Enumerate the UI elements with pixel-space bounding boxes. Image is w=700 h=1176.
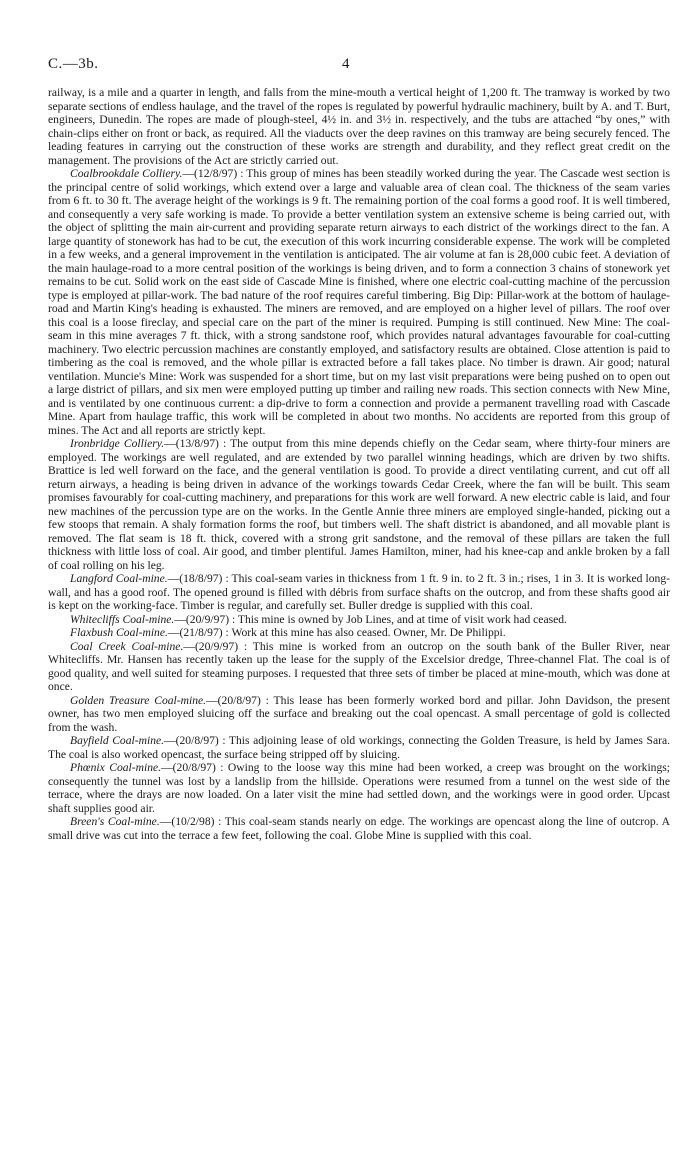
report-body xyxy=(48,86,670,842)
paragraph-text: —(12/8/97) : This group of mines has been steadily worked during the year. The Cascade west section is the principal centre of solid workings, which extend over a large and valuable area of clean coal. The thickness of the seam varies from 6 ft. to 30 ft. The average height of the workings is 9 ft. The remaining portion of the coal forms a good roof. It is well timbered, and consequently a very safe working is made. To provide a better ventilation system an extensive scheme is being carried out, with the object of splitting the main air-current and providing separate return airways to each district of the workings direct to the fan. A large quantity of stonework has had to be cut, the execution of this work incurring considerable expense. The work will be completed in a few weeks, and a general improvement in the ventilation is anticipated. The air volume at fan is 28,000 cubic feet. A deviation of the main haulage-road to a more central position of the workings is being driven, and to form a connection 3 chains of stonework yet remains to be cut. Solid work on the east side of Cascade Mine is finished, where one electric coal-cutting machine of the percussion type is employed at pillar-work. The bad nature of the roof requires careful timbering. Big Dip: Pillar-work at the bottom of haulage-road and Martin King's heading is exhausted. The miners are removed, and are employed on a higher level of pillars. The roof over this coal is a loose fireclay, and special care on the part of the miner is required. Pumping is still continued. New Mine: The coal-seam in this mine averages 7 ft. thick, with a strong sandstone roof, which provides natural advantages favourable for coal-cutting machinery. Two electric percussion machines are constantly employed, and satisfactory results are obtained. Close attention is paid to timbering as the coal is removed, and the whole pillar is extracted before a fall takes place. No timber is drawn. Air good; natural ventilation. Muncie's Mine: Work was suspended for a short time, but on my last visit preparations were being pushed on to open out a large district of pillars, and six men were employed putting up timber and railing new roads. This section connects with New Mine, and is ventilated by one continuous current: a dip-drive to form a connection and provide a permanent travelling road with Cascade Mine. Apart from haulage traffic, this work will be completed in about two months. No accidents are reported from this group of mines. The Act and all reports are strictly kept. xyxy=(48,167,671,437)
paragraph-phoenix xyxy=(48,761,670,815)
paragraph-breens xyxy=(48,815,670,842)
mine-name: Golden Treasure Coal-mine. xyxy=(70,693,207,707)
paragraph-text: —(18/8/97) : This coal-seam varies in thickness from 1 ft. 9 in. to 2 ft. 3 in.; rises, 1 in 3. It is worked long-wall, and has a good roof. The opened ground is filled with débris from surface shafts on the outcrop, and from these shafts good air is kept on the working-face. Timber is regular, and carefully set. Buller dredge is supplied with this coal. xyxy=(48,572,670,612)
paragraph-text: —(13/8/97) : The output from this mine depends chiefly on the Cedar seam, where thirty-four miners are employed. The workings are well regulated, and are extended by two parallel winning headings, which are driven by two shifts. Brattice is led well forward on the face, and the general ventilation is good. To provide a direct ventilating current, and cut off all return airways, a heading is being driven in advance of the workings towards Cedar Creek, where the fan will be built. This seam promises favourably for coal-cutting machinery, and preparations for this work are well forward. A new electric cable is laid, and four new machines of the percussion type are on the works. In the Gentle Annie three miners are employed single-handed, picking out a few stoops that remain. A shaly formation forms the roof, but timbers well. The shaft district is abandoned, and all movable plant is removed. The flat seam is 18 ft. thick, covered with a strong grit sandstone, and the removal of these pillars are taken the full thickness with little loss of coal. Air good, and timber plentiful. James Hamilton, miner, had his knee-cap and ankle broken by a fall of coal rolling on his leg. xyxy=(48,437,670,572)
paragraph-tramway xyxy=(48,86,670,167)
paragraph-ironbridge xyxy=(48,437,670,572)
document-reference: C.—3b. xyxy=(48,56,99,72)
mine-name: Langford Coal-mine. xyxy=(70,572,168,585)
mine-name: Coalbrookdale Colliery. xyxy=(70,167,183,180)
paragraph-coalbrookdale xyxy=(48,167,670,437)
paragraph-text: —(20/8/97) : This lease has been formerly worked bord and pillar. John Davidson, the present owner, has two men employed sluicing off the surface and breaking out the coal opencast. A small percentage of gold is collected from the wash. xyxy=(48,693,670,734)
paragraph-bayfield xyxy=(48,734,670,761)
mine-name: Ironbridge Colliery. xyxy=(70,437,165,450)
paragraph-text: —(21/8/97) : Work at this mine has also ceased. Owner, Mr. De Philippi. xyxy=(167,626,506,639)
paragraph-text: —(20/9/97) : This mine is owned by Job Lines, and at time of visit work had ceased. xyxy=(174,612,567,626)
mine-name: Breen's Coal-mine. xyxy=(70,815,160,828)
paragraph-text: —(20/8/97) : Owing to the loose way this mine had been worked, a creep was brought on the workings; consequently the tunnel was lost by a landslip from the hillside. Operations were resumed from a tunnel on the west side of the terrace, where the drays are now loaded. On a later visit the mine had settled down, and the workings were in good order. Upcast shaft supplies good air. xyxy=(48,761,670,815)
paragraph-text: railway, is a mile and a quarter in length, and falls from the mine-mouth a vertical height of 1,200 ft. The tramway is worked by two separate sections of endless haulage, and the travel of the ropes is regulated by powerful hydraulic machinery, built by A. and T. Burt, engineers, Dunedin. The ropes are made of plough-steel, 4½ in. and 3½ in. respectively, and the tubs are attached “by ones,” with chain-clips either on front or back, as required. All the viaducts over the deep ravines on this tramway are being securely fenced. The leading features in carrying out the construction of these works are strength and durability, and they reflect great credit on the management. The provisions of the Act are strictly carried out. xyxy=(48,86,670,167)
paragraph-langford xyxy=(48,572,670,613)
document-page xyxy=(48,56,670,842)
mine-name: Phœnix Coal-mine. xyxy=(70,761,162,774)
paragraph-coal-creek xyxy=(48,640,670,694)
paragraph-whitecliffs xyxy=(48,613,670,627)
paragraph-text: —(20/9/97) : This mine is worked from an outcrop on the south bank of the Buller River, near Whitecliffs. Mr. Hansen has recently taken up the lease for the supply of the Excelsior dredge, Three-channel Flat. The coal is of good quality, and well suited for steaming purposes. I requested that three sets of timber be placed at mine-mouth, which was done at once. xyxy=(48,639,670,693)
mine-name: Bayfield Coal-mine. xyxy=(70,734,165,747)
page-header xyxy=(48,56,670,86)
paragraph-golden-treasure xyxy=(48,694,670,735)
paragraph-flaxbush xyxy=(48,626,670,640)
paragraph-text: —(20/8/97) : This adjoining lease of old workings, connecting the Golden Treasure, is held by James Sara. The coal is also worked opencast, the surface being stripped off by sluicing. xyxy=(48,734,671,761)
page-number: 4 xyxy=(342,56,350,72)
mine-name: Flaxbush Coal-mine. xyxy=(70,626,168,639)
mine-name: Whitecliffs Coal-mine. xyxy=(70,612,175,626)
mine-name: Coal Creek Coal-mine. xyxy=(70,639,184,653)
paragraph-text: —(10/2/98) : This coal-seam stands nearly on edge. The workings are opencast along the line of outcrop. A small drive was cut into the terrace a few feet, following the coal. Globe Mine is supplied with this coal. xyxy=(48,815,670,842)
